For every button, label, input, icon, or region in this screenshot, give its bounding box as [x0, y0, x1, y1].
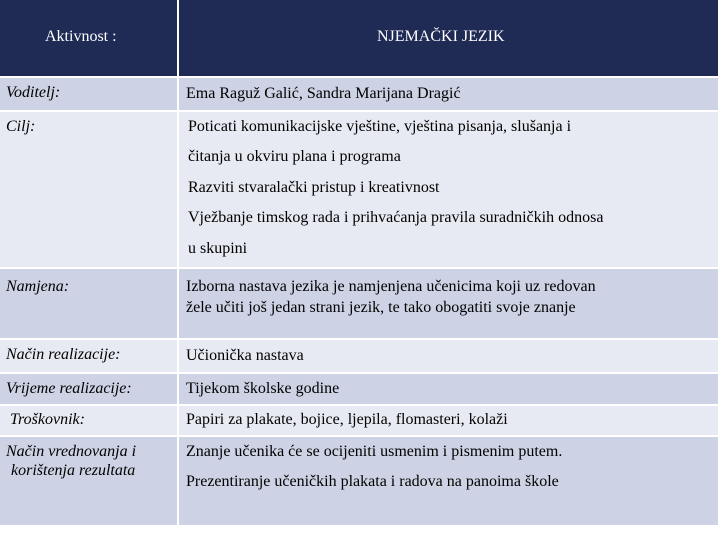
row-label: Voditelj:	[6, 84, 61, 101]
row-label: korištenja rezultata	[11, 462, 136, 479]
evaluation-line: Prezentiranje učeničkih plakata i radova na panoima škole	[186, 473, 559, 490]
row-namjena	[0, 269, 720, 338]
goal-line: Poticati komunikacijske vještine, vještina pisanja, slušanja i	[188, 118, 572, 135]
row-troskovnik	[0, 406, 720, 435]
goal-line: Vježbanje timskog rada i prihvaćanja pravila suradničkih odnosa	[188, 209, 604, 226]
row-label: Način vrednovanja i	[6, 443, 137, 460]
goal-line: Razviti stvaralački pristup i kreativnost	[188, 179, 440, 196]
row-label: Cilj:	[6, 118, 36, 135]
row-value: Papiri za plakate, bojice, ljepila, flomasteri, kolaži	[186, 411, 508, 428]
row-vrijeme-realizacije	[0, 374, 720, 404]
purpose-line: Izborna nastava jezika je namjenjena učenicima koji uz redovan	[186, 278, 596, 295]
row-label: Troškovnik:	[10, 411, 85, 428]
row-voditelj	[0, 78, 720, 110]
goal-line: u skupini	[188, 240, 248, 257]
row-value: Ema Raguž Galić, Sandra Marijana Dragić	[186, 85, 461, 102]
header-cell-subject	[179, 0, 718, 76]
row-value: Tijekom školske godine	[186, 380, 340, 397]
row-label: Namjena:	[6, 278, 70, 295]
header-subject-title: NJEMAČKI JEZIK	[377, 28, 505, 45]
header-cell-activity	[0, 0, 177, 76]
row-label: Način realizacije:	[6, 346, 121, 363]
row-nacin-realizacije	[0, 340, 720, 372]
row-vrednovanje	[0, 437, 720, 525]
goal-line: čitanja u okviru plana i programa	[188, 148, 401, 165]
row-label: Vrijeme realizacije:	[6, 380, 132, 397]
header-activity-label: Aktivnost :	[45, 28, 117, 45]
row-cilj	[0, 112, 720, 267]
evaluation-line: Znanje učenika će se ocijeniti usmenim i pismenim putem.	[186, 443, 563, 460]
header-row	[0, 0, 720, 76]
purpose-line: žele učiti još jedan strani jezik, te tako obogatiti svoje znanje	[186, 299, 576, 316]
row-value: Učionička nastava	[186, 347, 304, 364]
